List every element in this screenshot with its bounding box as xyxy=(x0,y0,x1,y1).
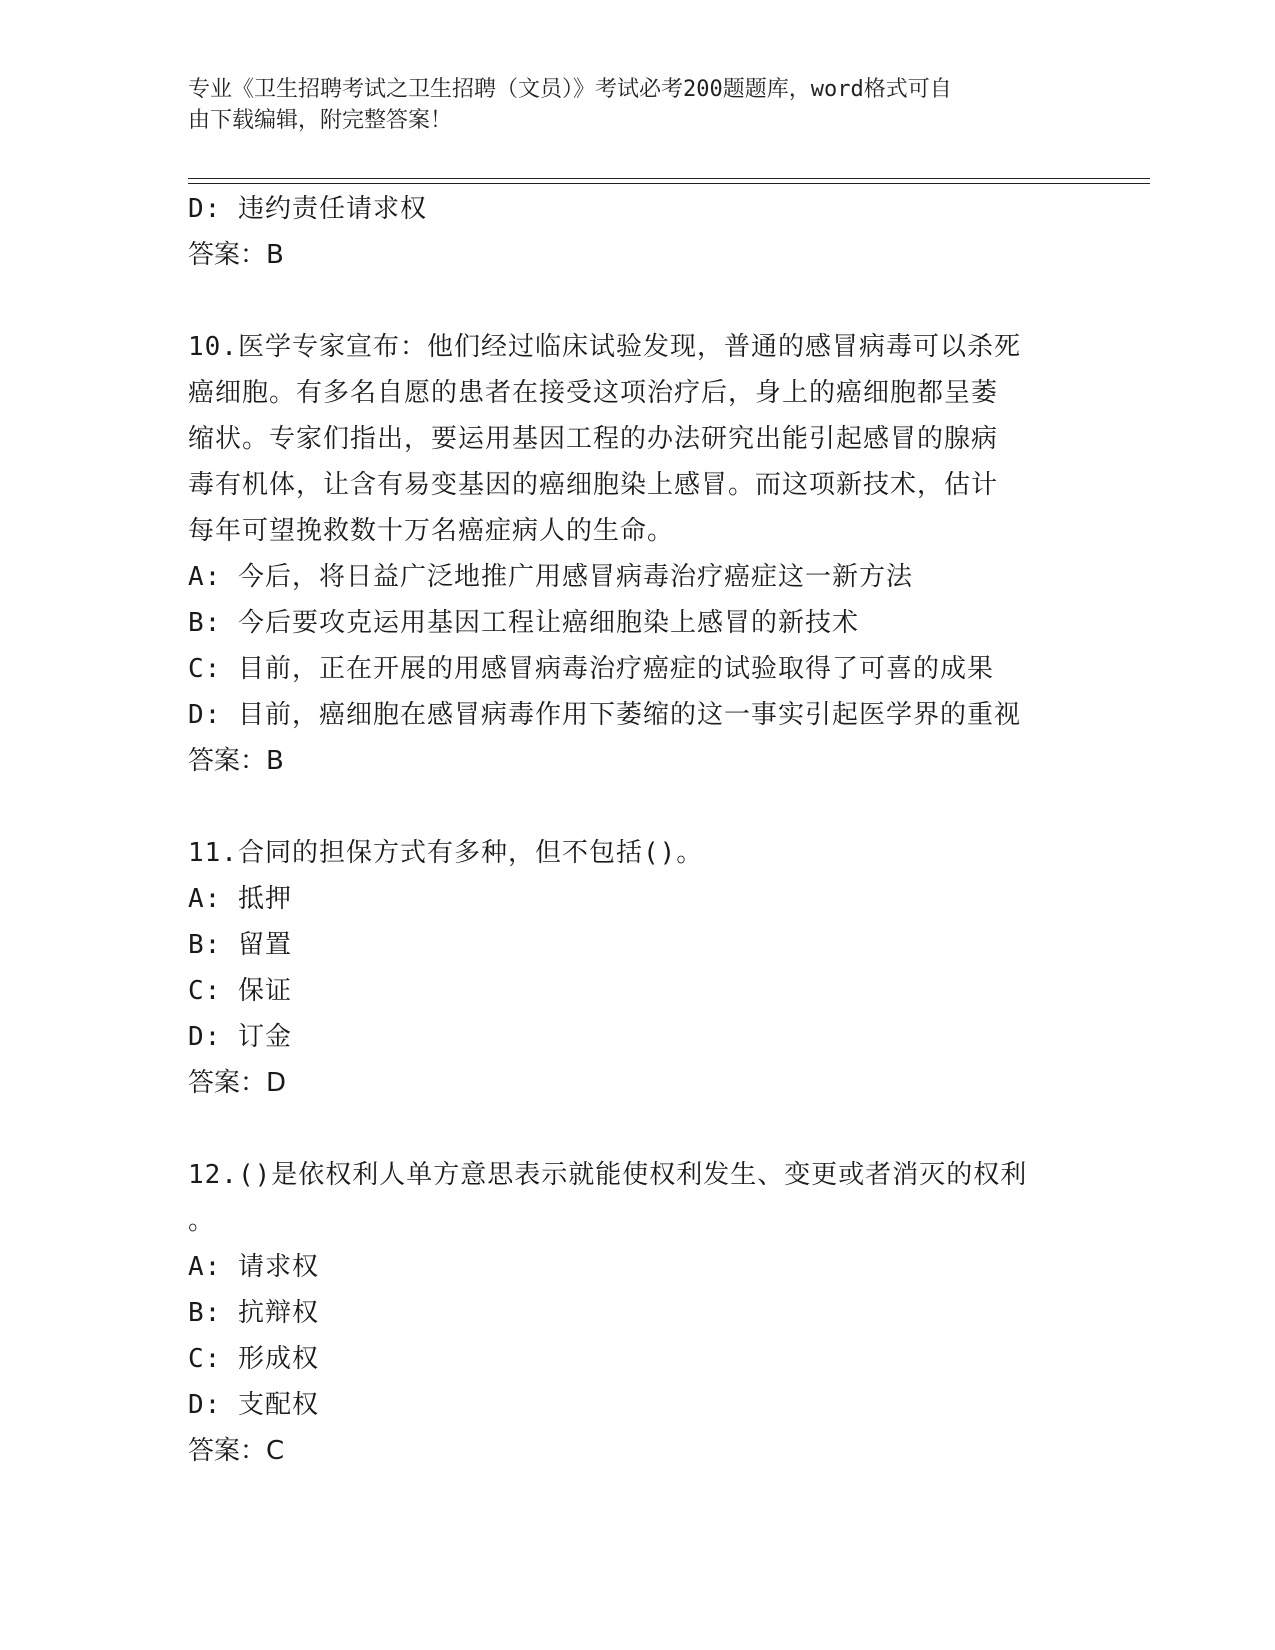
option-a: A: 抵押 xyxy=(188,884,292,914)
spacer xyxy=(188,784,1088,830)
option-c: C: 目前，正在开展的用感冒病毒治疗癌症的试验取得了可喜的成果 xyxy=(188,654,994,684)
header-line-1: 专业《卫生招聘考试之卫生招聘（文员）》考试必考200题题库，word格式可自 xyxy=(188,77,952,102)
option-c: C: 保证 xyxy=(188,976,292,1006)
option-d: D: 违约责任请求权 xyxy=(188,194,427,224)
spacer xyxy=(188,278,1088,324)
header-line-2: 由下载编辑，附完整答案！ xyxy=(188,108,453,133)
document-header xyxy=(188,74,1068,136)
option-b: B: 留置 xyxy=(188,930,292,960)
header-rule-top xyxy=(188,178,1150,179)
spacer xyxy=(188,1106,1088,1152)
answer-line: 答案：D xyxy=(188,1068,287,1098)
document-body xyxy=(188,186,1088,1474)
option-b: B: 抗辩权 xyxy=(188,1298,319,1328)
option-b: B: 今后要攻克运用基因工程让癌细胞染上感冒的新技术 xyxy=(188,608,859,638)
option-d: D: 支配权 xyxy=(188,1390,319,1420)
question-stem-line: 缩状。专家们指出，要运用基因工程的办法研究出能引起感冒的腺病 xyxy=(188,424,999,454)
option-d: D: 目前，癌细胞在感冒病毒作用下萎缩的这一事实引起医学界的重视 xyxy=(188,700,1021,730)
answer-line: 答案：B xyxy=(188,240,284,270)
question-stem-line: 。 xyxy=(188,1206,216,1236)
question-11 xyxy=(188,830,1088,1106)
answer-line: 答案：C xyxy=(188,1436,285,1466)
option-d: D: 订金 xyxy=(188,1022,292,1052)
question-stem-line: 11.合同的担保方式有多种，但不包括()。 xyxy=(188,838,704,868)
question-12 xyxy=(188,1152,1088,1474)
question-9-tail xyxy=(188,186,1088,278)
option-a: A: 今后，将日益广泛地推广用感冒病毒治疗癌症这一新方法 xyxy=(188,562,913,592)
question-stem-line: 10.医学专家宣布：他们经过临床试验发现，普通的感冒病毒可以杀死 xyxy=(188,332,1021,362)
question-stem-line: 12.()是依权利人单方意思表示就能使权利发生、变更或者消灭的权利 xyxy=(188,1160,1028,1190)
answer-line: 答案：B xyxy=(188,746,284,776)
option-c: C: 形成权 xyxy=(188,1344,319,1374)
question-10 xyxy=(188,324,1088,784)
option-a: A: 请求权 xyxy=(188,1252,319,1282)
question-stem-line: 癌细胞。有多名自愿的患者在接受这项治疗后，身上的癌细胞都呈萎 xyxy=(188,378,999,408)
question-stem-line: 每年可望挽救数十万名癌症病人的生命。 xyxy=(188,516,675,546)
header-rule-bottom xyxy=(188,183,1150,184)
question-stem-line: 毒有机体，让含有易变基因的癌细胞染上感冒。而这项新技术，估计 xyxy=(188,470,999,500)
